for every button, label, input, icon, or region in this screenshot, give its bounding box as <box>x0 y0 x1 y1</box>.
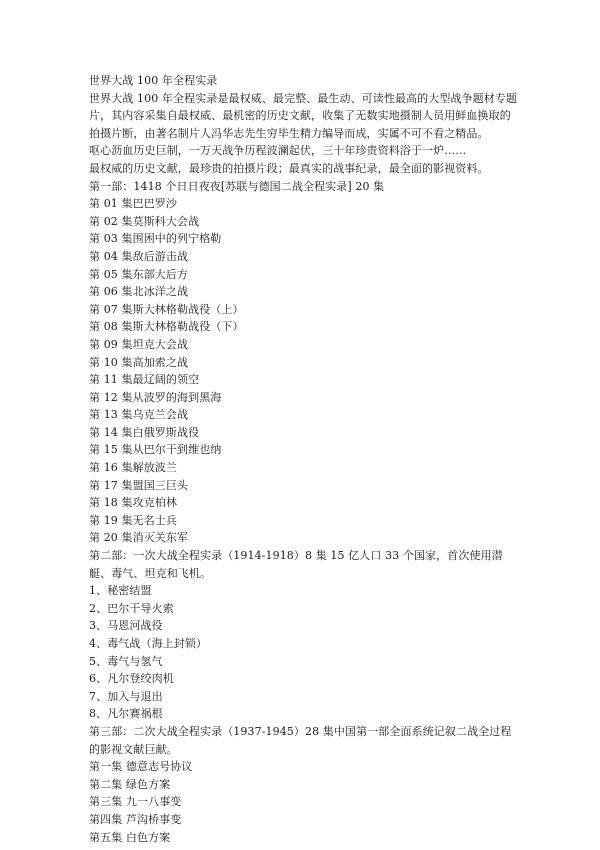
part3-heading: 第三部：二次大战全程实录（1937-1945）28 集中国第一部全面系统记叙二战全过程的影视文献巨献。 <box>89 724 512 756</box>
episode-item: 第 12 集从波罗的海到黑海 <box>89 390 222 404</box>
episode-item: 8、凡尔赛祸根 <box>89 707 163 721</box>
episode-item: 第 18 集攻克柏林 <box>89 496 177 510</box>
part2-heading: 第二部：一次大战全程实录（1914-1918）8 集 15 亿人口 33 个国家，首次使用潜艇、毒气、坦克和飞机。 <box>89 549 503 580</box>
episode-item: 第 04 集敌后游击战 <box>89 249 189 263</box>
document-body <box>89 72 519 846</box>
episode-item: 5、毒气与氢气 <box>89 654 163 668</box>
episode-item: 第 17 集盟国三巨头 <box>89 478 189 492</box>
document-title: 世界大战 100 年全程实录 <box>89 74 218 87</box>
episode-item: 第 09 集坦克大会战 <box>89 337 189 351</box>
episode-item: 第二集 绿色方案 <box>89 777 171 791</box>
episode-item: 第 16 集解放波兰 <box>89 461 177 475</box>
intro-paragraph: 世界大战 100 年全程实录是最权威、最完整、最生动、可读性最高的大型战争题材专题片，其内容采集自最权威、最机密的历史文献，收集了无数实地摄制人员用鲜血换取的拍摄片断，由著名制片人冯华志先生穷毕生精力编导而成，实属不可不看之精品。 <box>89 91 518 140</box>
tagline-2: 最权威的历史文献，最珍贵的拍摄片段；最真实的战事纪录，最全面的影视资料。 <box>89 161 489 175</box>
episode-item: 第一集 德意志号协议 <box>89 760 193 774</box>
part1-episode-list <box>89 195 519 547</box>
episode-item: 2、巴尔干导火索 <box>89 601 174 615</box>
episode-item: 第 03 集围困中的列宁格勒 <box>89 232 222 246</box>
episode-item: 第 14 集白俄罗斯战役 <box>89 425 200 439</box>
episode-item: 第 15 集从巴尔干到维也纳 <box>89 443 222 457</box>
episode-item: 第 07 集斯大林格勒战役（上） <box>89 302 244 316</box>
episode-item: 第 08 集斯大林格勒战役（下） <box>89 320 244 334</box>
episode-item: 第 13 集乌克兰会战 <box>89 408 189 422</box>
episode-item: 第 19 集无名士兵 <box>89 513 177 527</box>
episode-item: 第 05 集东部大后方 <box>89 267 189 281</box>
episode-item: 第四集 芦沟桥事变 <box>89 812 182 826</box>
part1-heading: 第一部：1418 个日日夜夜[苏联与德国二战全程实录] 20 集 <box>89 179 385 193</box>
tagline-1: 呕心沥血历史巨制，一万天战争历程波澜起伏，三十年珍贵资料浴于一炉…… <box>89 144 467 158</box>
episode-item: 6、凡尔登绞肉机 <box>89 672 174 686</box>
part3-episode-list <box>89 758 519 846</box>
episode-item: 第 06 集北冰洋之战 <box>89 285 189 299</box>
episode-item: 第 02 集莫斯科大会战 <box>89 214 200 228</box>
episode-item: 第 11 集最辽阔的领空 <box>89 373 200 387</box>
episode-item: 第 01 集巴巴罗沙 <box>89 197 177 211</box>
episode-item: 第 20 集消灭关东军 <box>89 531 189 545</box>
episode-item: 第 10 集高加索之战 <box>89 355 189 369</box>
episode-item: 第三集 九一八事变 <box>89 795 182 809</box>
episode-item: 3、马恩河战役 <box>89 619 163 633</box>
part2-episode-list <box>89 582 519 723</box>
episode-item: 1、秘密结盟 <box>89 584 152 598</box>
episode-item: 第五集 白色方案 <box>89 830 171 844</box>
episode-item: 4、毒气战（海上封锁） <box>89 637 208 650</box>
episode-item: 7、加入与退出 <box>89 689 163 703</box>
